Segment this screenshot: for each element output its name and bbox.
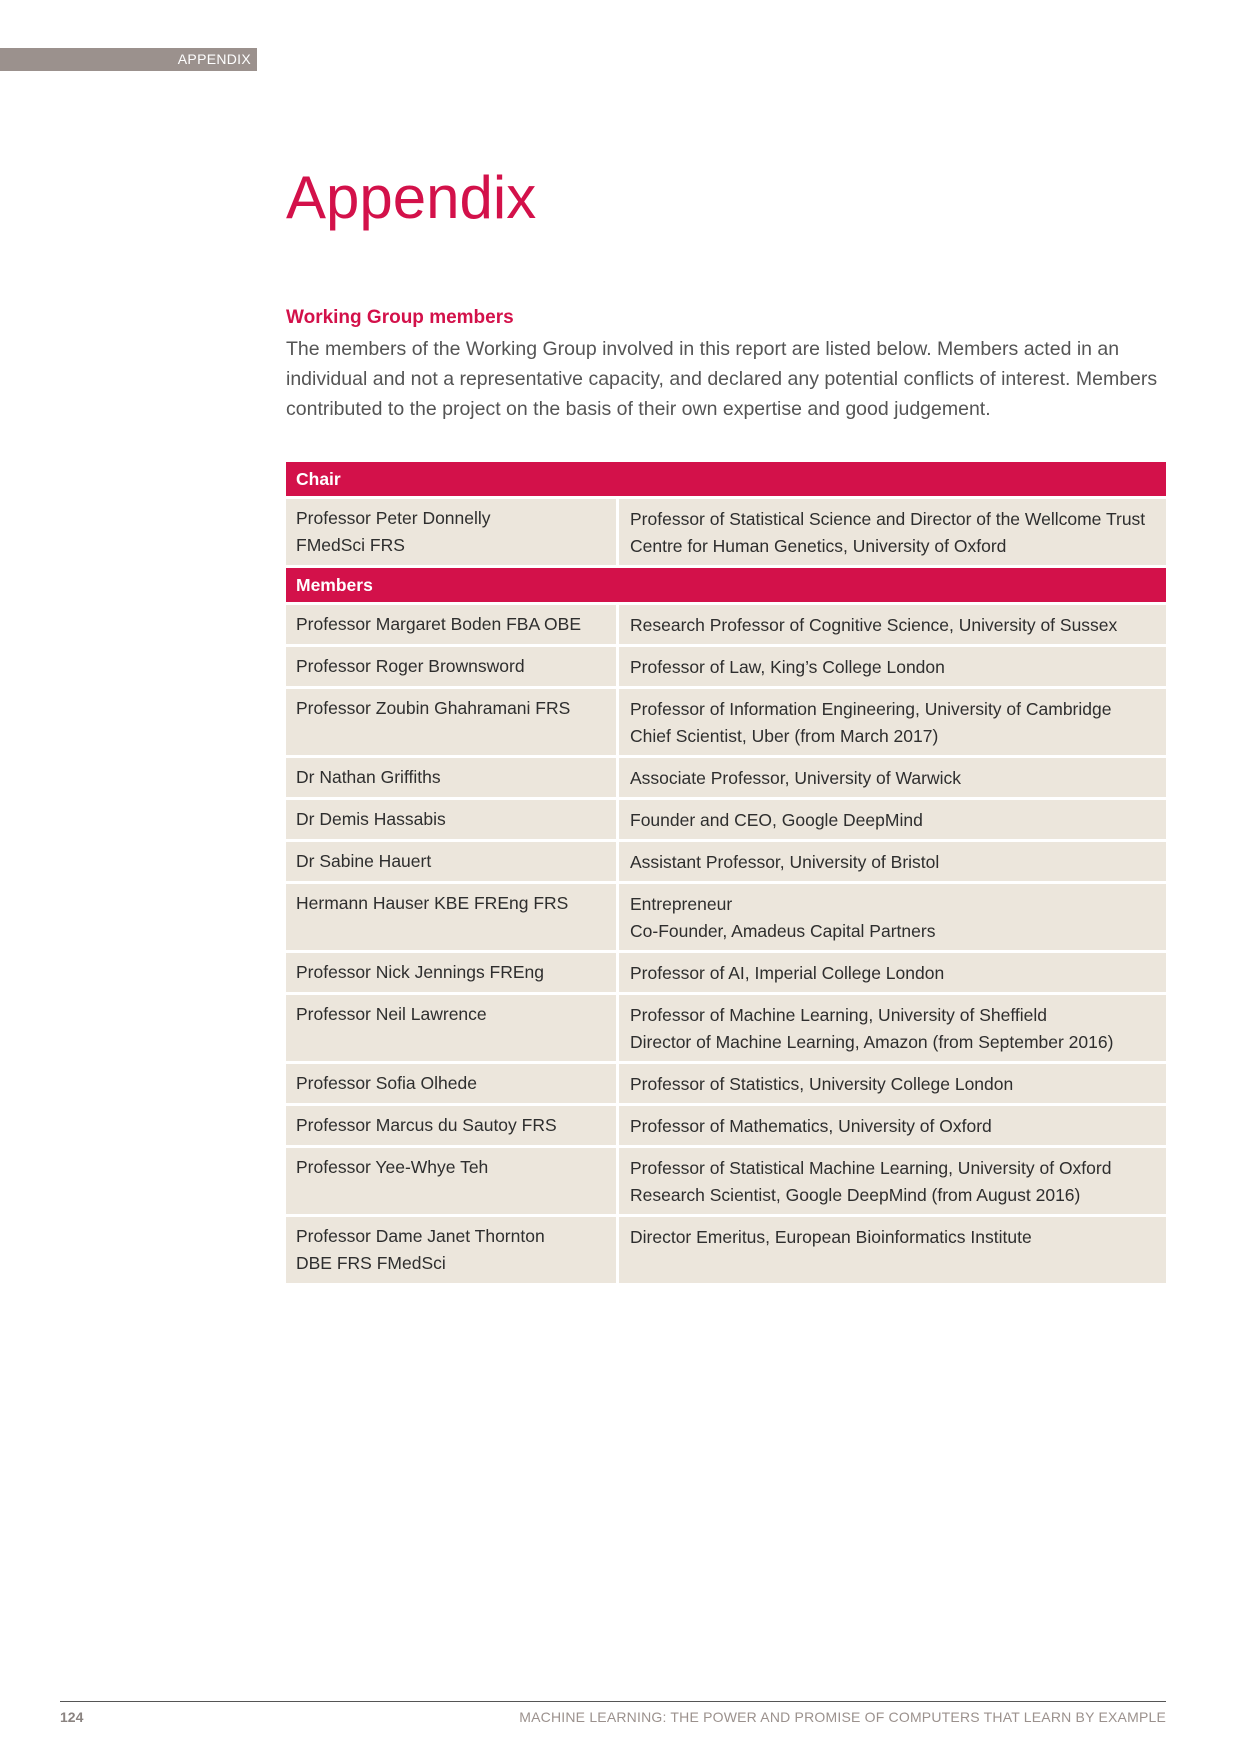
member-name: Dr Sabine Hauert [296,851,432,871]
table-row [286,995,1166,1064]
chair-header: Chair [286,462,1166,499]
table-row [286,1064,1166,1106]
member-name: Professor Dame Janet Thornton [296,1226,545,1246]
working-group-table [286,462,1166,1286]
member-role: Director of Machine Learning, Amazon (from September 2016) [630,1032,1114,1052]
member-role: Research Professor of Cognitive Science, University of Sussex [630,615,1118,635]
member-role: Professor of Statistical Machine Learning, University of Oxford [630,1158,1112,1178]
member-role: Professor of Law, King’s College London [630,657,945,677]
member-name-cell [286,1217,619,1286]
member-name-cell [286,1106,619,1148]
member-role-cell [619,1148,1166,1217]
member-role: Professor of AI, Imperial College London [630,963,945,983]
chair-header-row [286,462,1166,499]
member-name: Professor Roger Brownsword [296,656,525,676]
page-number: 124 [60,1709,84,1725]
member-name-cell [286,1064,619,1106]
member-role: Professor of Machine Learning, University of Sheffield [630,1005,1047,1025]
member-role: Professor of Information Engineering, University of Cambridge [630,699,1112,719]
member-role: Founder and CEO, Google DeepMind [630,810,923,830]
member-name: Professor Margaret Boden FBA OBE [296,614,581,634]
table-row [286,1148,1166,1217]
member-role: Associate Professor, University of Warwick [630,768,961,788]
member-name: DBE FRS FMedSci [296,1253,446,1273]
footer-divider [60,1701,1166,1702]
table-row [286,647,1166,689]
member-name-cell [286,689,619,758]
table-row [286,884,1166,953]
publication-title: MACHINE LEARNING: THE POWER AND PROMISE OF COMPUTERS THAT LEARN BY EXAMPLE [519,1709,1166,1725]
member-role-cell [619,758,1166,800]
member-name-cell [286,647,619,689]
member-role: Co-Founder, Amadeus Capital Partners [630,921,936,941]
member-name: Professor Sofia Olhede [296,1073,477,1093]
member-role: Professor of Mathematics, University of Oxford [630,1116,992,1136]
table-row [286,953,1166,995]
member-name: Hermann Hauser KBE FREng FRS [296,893,569,913]
member-role-cell [619,995,1166,1064]
section-tab-label: APPENDIX [177,51,251,67]
table-row [286,605,1166,647]
member-role: Centre for Human Genetics, University of Oxford [630,536,1007,556]
member-name-cell [286,995,619,1064]
table-row [286,689,1166,758]
member-name-cell [286,605,619,647]
table-row [286,758,1166,800]
member-role-cell [619,605,1166,647]
table-row [286,1217,1166,1286]
member-role: Chief Scientist, Uber (from March 2017) [630,726,939,746]
member-name-cell [286,1148,619,1217]
table-row [286,499,1166,568]
member-name: Professor Zoubin Ghahramani FRS [296,698,571,718]
member-role-cell [619,689,1166,758]
member-name: Professor Marcus du Sautoy FRS [296,1115,557,1135]
member-name: Professor Peter Donnelly [296,508,491,528]
member-role-cell [619,499,1166,568]
member-name: Professor Nick Jennings FREng [296,962,545,982]
member-role-cell [619,1217,1166,1286]
table-row [286,842,1166,884]
members-header: Members [286,568,1166,605]
member-name: Professor Neil Lawrence [296,1004,487,1024]
member-role-cell [619,1064,1166,1106]
member-name-cell [286,758,619,800]
member-name-cell [286,842,619,884]
member-name-cell [286,499,619,568]
table-row [286,800,1166,842]
intro-section [286,306,1166,424]
table-row [286,1106,1166,1148]
member-role: Professor of Statistics, University College London [630,1074,1014,1094]
member-name: Dr Demis Hassabis [296,809,446,829]
page-title: Appendix [286,164,537,231]
member-name-cell [286,953,619,995]
member-name: FMedSci FRS [296,535,405,555]
member-role-cell [619,1106,1166,1148]
member-role: Assistant Professor, University of Bristol [630,852,940,872]
member-role-cell [619,953,1166,995]
members-header-row [286,568,1166,605]
intro-body: The members of the Working Group involved in this report are listed below. Members acted in an individual and not a representative capacity, and declared any potential conflicts of interest. Members contributed to the project on the basis of their own expertise and good judgement. [286,338,1158,420]
intro-heading: Working Group members [286,307,514,328]
member-name: Professor Yee-Whye Teh [296,1157,489,1177]
working-group-table-body [286,462,1166,1286]
member-role-cell [619,842,1166,884]
member-role: Professor of Statistical Science and Director of the Wellcome Trust [630,509,1146,529]
member-role-cell [619,884,1166,953]
section-tab [0,48,257,71]
member-name: Dr Nathan Griffiths [296,767,441,787]
member-role-cell [619,800,1166,842]
member-role-cell [619,647,1166,689]
member-role: Research Scientist, Google DeepMind (from August 2016) [630,1185,1081,1205]
member-role: Entrepreneur [630,894,733,914]
member-name-cell [286,884,619,953]
member-role: Director Emeritus, European Bioinformatics Institute [630,1227,1032,1247]
member-name-cell [286,800,619,842]
